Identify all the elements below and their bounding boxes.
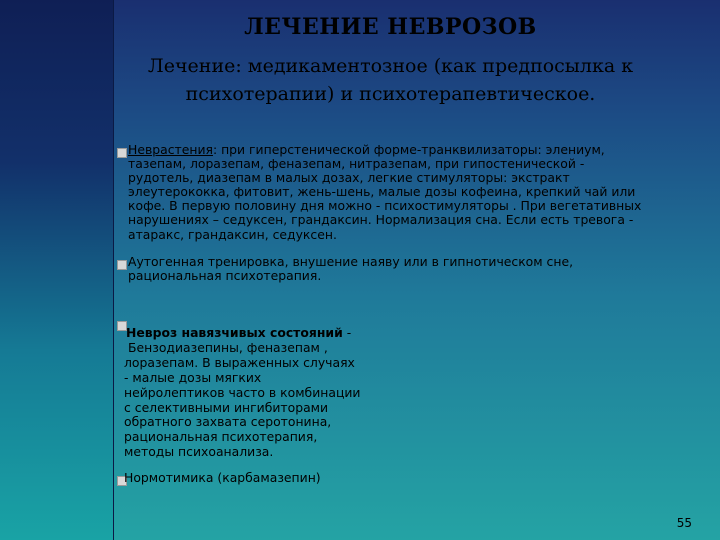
bullet-line: Невроз навязчивых состояний - (126, 325, 352, 340)
bullet-marker (117, 260, 127, 270)
bullet-line: элеутерококка, фитовит, жень-шень, малые дозы кофеина, крепкий чай или (128, 184, 636, 200)
bullet-line: рациональная психотерапия, (124, 429, 318, 445)
bullet-line: обратного захвата серотонина, (124, 414, 332, 430)
bullet-line: кофе. В первую половину дня можно - психостимуляторы . При вегетативных (128, 198, 642, 214)
bullet-line: Бензодиазепины, феназепам , (128, 339, 328, 355)
slide-title: ЛЕЧЕНИЕ НЕВРОЗОВ (244, 14, 537, 40)
bullet-line: Нормотимика (карбамазепин) (124, 470, 321, 485)
bullet-lead: Неврастения (128, 142, 213, 157)
bullet-line: нарушениях – седуксен, грандаксин. Нормализация сна. Если есть тревога - (128, 212, 634, 228)
subtitle-line: Лечение: медикаментозное (как предпосылка к (147, 55, 634, 77)
bullet-line: - малые дозы мягких (124, 369, 262, 385)
bullet-line: рудотель, диазепам в малых дозах, легкие стимуляторы: экстракт (128, 170, 570, 186)
bullet-line: Неврастения: при гиперстенической форме-транквилизаторы: элениум, (128, 142, 605, 157)
left-decorative-band (0, 0, 114, 540)
bullet-line: Аутогенная тренировка, внушение наяву или в гипнотическом сне, (128, 254, 574, 269)
subtitle-line: психотерапии) и психотерапевтическое. (185, 83, 596, 105)
page-number: 55 (676, 516, 692, 530)
bullet-autogenic (128, 255, 573, 283)
bullet-line: атаракс, грандаксин, седуксен. (128, 226, 337, 242)
bullet-lead: Невроз навязчивых состояний (126, 325, 343, 340)
bullet-normothymics (124, 471, 321, 485)
bullet-marker (117, 148, 127, 158)
bullet-line: лоразепам. В выраженных случаях (124, 354, 355, 370)
bullet-ocd (124, 326, 361, 460)
bullet-neurasthenia (128, 143, 641, 242)
bullet-line: методы психоанализа. (124, 444, 274, 460)
bullet-line: тазепам, лоразепам, феназепам, нитразепам, при гипостенической - (128, 156, 585, 172)
slide-subtitle (113, 52, 668, 108)
bullet-line: с селективными ингибиторами (124, 399, 329, 415)
bullet-line: рациональная психотерапия. (128, 268, 322, 284)
bullet-line: нейролептиков часто в комбинации (124, 384, 361, 400)
